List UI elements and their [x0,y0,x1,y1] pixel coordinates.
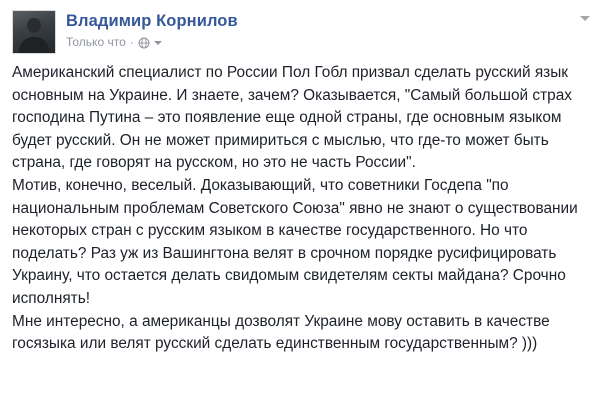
post-paragraph: Мотив, конечно, веселый. Доказывающий, что советники Госдепа "по национальным проблемам Советского Союза" явно не знают о существовании некоторых стран с русским языком в качестве государственного. Но что поделать? Раз уж из Вашингтона велят в срочном порядке русифицировать Украину, что остается делать свидомым свидетелям секты майдана? Срочно исполнять! [12,176,578,307]
post-menu-chevron-down-icon[interactable] [580,16,590,21]
post-paragraph: Американский специалист по России Пол Гобл призвал сделать русский язык основным на Украине. И знаете, зачем? Оказывается, "Самый большой страх господина Путина – это появление еще одной страны, где основным языком будет русский. Он не может примириться с мыслью, что где-то может быть страна, где говорят на русском, но это не часть России". [12,64,572,172]
post-meta [66,35,238,50]
post-header [0,0,604,58]
post-header-text [66,10,238,50]
post-paragraph: Мне интересно, а американцы дозволят Украине мову оставить в качестве госязыка или велят русский сделать единственным государственным? ))) [12,312,550,353]
avatar[interactable] [12,10,56,54]
post-body [0,58,604,356]
avatar-body-shape [19,37,49,54]
post-timestamp[interactable]: Только что [66,35,126,49]
meta-separator-dot: · [129,35,134,49]
avatar-head-shape [27,18,41,33]
chevron-down-icon[interactable] [154,41,162,45]
globe-icon [138,37,150,49]
post-author-name[interactable]: Владимир Корнилов [66,12,238,30]
